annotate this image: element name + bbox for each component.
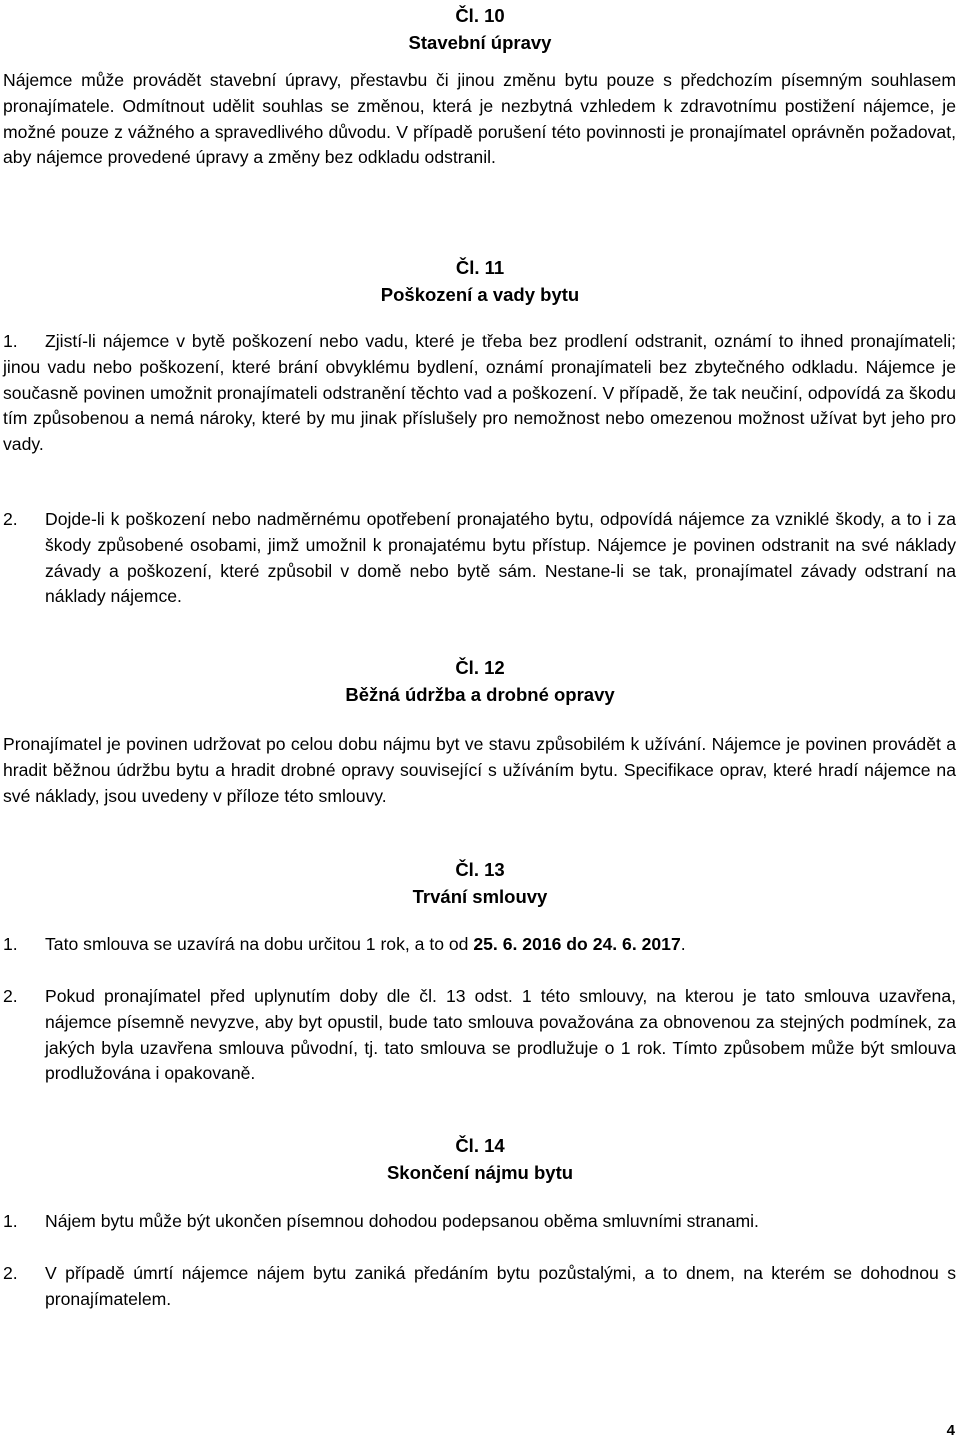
item-number: 1. [3, 934, 18, 954]
item-number: 1. [3, 1211, 18, 1231]
section-number: Čl. 14 [455, 1135, 505, 1156]
section-title: Skončení nájmu bytu [386, 1162, 574, 1183]
section-13-heading [0, 856, 960, 910]
item-text [45, 932, 956, 958]
item-number: 2. [3, 1263, 18, 1283]
section-12-paragraph: Pronajímatel je povinen udržovat po celou dobu nájmu byt ve stavu způsobilém k užívání. Nájemce je povinen provádět a hradit běžnou údržbu bytu a hradit drobné opravy související s užíváním bytu. Specifikace oprav, které hradí nájemce na své náklady, jsou uvedeny v příloze této smlouvy. [3, 734, 956, 806]
date-from: 25. 6. 2016 [473, 934, 562, 954]
item-text: Nájem bytu může být ukončen písemnou dohodou podepsanou oběma smluvními stranami. [45, 1211, 759, 1231]
section-11-item-2 [3, 507, 956, 610]
section-14-heading [0, 1132, 960, 1186]
section-14-item-2 [3, 1261, 956, 1313]
section-number: Čl. 10 [455, 5, 505, 26]
section-number: Čl. 13 [455, 859, 505, 880]
date-separator: do [561, 934, 593, 954]
section-11-item-1 [3, 329, 956, 458]
item-text: Pokud pronajímatel před uplynutím doby dle čl. 13 odst. 1 této smlouvy, na kterou je tato smlouva uzavřena, nájemce písemně nevyzve, aby byt opustil, bude tato smlouva považována za obnovenou za stejných podmínek, za jakých byla uzavřena smlouva původní, tj. tato smlouva se prodlužuje o 1 rok. Tímto způsobem může být smlouva prodlužována i opakovaně. [45, 986, 956, 1084]
item-text: V případě úmrtí nájemce nájem bytu zaniká předáním bytu pozůstalými, a to dnem, na kterém se dohodnou s pronajímatelem. [45, 1263, 956, 1309]
section-title: Trvání smlouvy [412, 886, 548, 907]
item-number: 2. [3, 509, 18, 529]
section-14-item-1 [3, 1209, 956, 1235]
section-title: Stavební úpravy [408, 32, 552, 53]
item-text: Dojde-li k poškození nebo nadměrnému opotřebení pronajatého bytu, odpovídá nájemce za vzniklé škody, a to i za škody způsobené osobami, jimž umožnil k pronajatému bytu přístup. Nájemce je povinen odstranit na své náklady závady a poškození, které způsobil v domě nebo bytě sám. Nestane-li se tak, pronajímatel závady odstraní na náklady nájemce. [45, 509, 956, 607]
section-13-item-2 [3, 984, 956, 1087]
section-12-heading [0, 654, 960, 708]
item-text: Zjistí-li nájemce v bytě poškození nebo vadu, které je třeba bez prodlení odstranit, oznámí to ihned pronajímateli; jinou vadu nebo poškození, které brání obvyklému bydlení, oznámí pronajímateli bez zbytečného odkladu. Nájemce je současně povinen umožnit pronajímateli odstranění těchto vad a poškození. V případě, že tak neučiní, odpovídá za škodu tím způsobenou a nemá nároky, které by mu jinak příslušely pro nemožnost nebo omezenou možnost užívat byt jeho pro vady. [3, 331, 956, 455]
item-text-end: . [680, 934, 686, 954]
item-number: 2. [3, 986, 18, 1006]
section-title: Běžná údržba a drobné opravy [345, 684, 615, 705]
item-text-part: Tato smlouva se uzavírá na dobu určitou 1 rok, a to od [45, 934, 474, 954]
section-13-item-1 [3, 932, 956, 958]
section-10-heading [0, 2, 960, 56]
section-number: Čl. 12 [455, 657, 505, 678]
page-number: 4 [946, 1422, 955, 1439]
section-10-paragraph: Nájemce může provádět stavební úpravy, přestavbu či jinou změnu bytu pouze s předchozím písemným souhlasem pronajímatele. Odmítnout udělit souhlas se změnou, která je nezbytná vzhledem k zdravotnímu postižení nájemce, je možné pouze z vážného a spravedlivého důvodu. V případě porušení této povinnosti je pronajímatel oprávněn požadovat, aby nájemce provedené úpravy a změny bez odkladu odstranil. [3, 70, 956, 168]
section-11-heading [0, 254, 960, 308]
section-number: Čl. 11 [455, 257, 505, 278]
section-title: Poškození a vady bytu [380, 284, 580, 305]
date-to: 24. 6. 2017 [592, 934, 681, 954]
item-number: 1. [3, 331, 18, 351]
